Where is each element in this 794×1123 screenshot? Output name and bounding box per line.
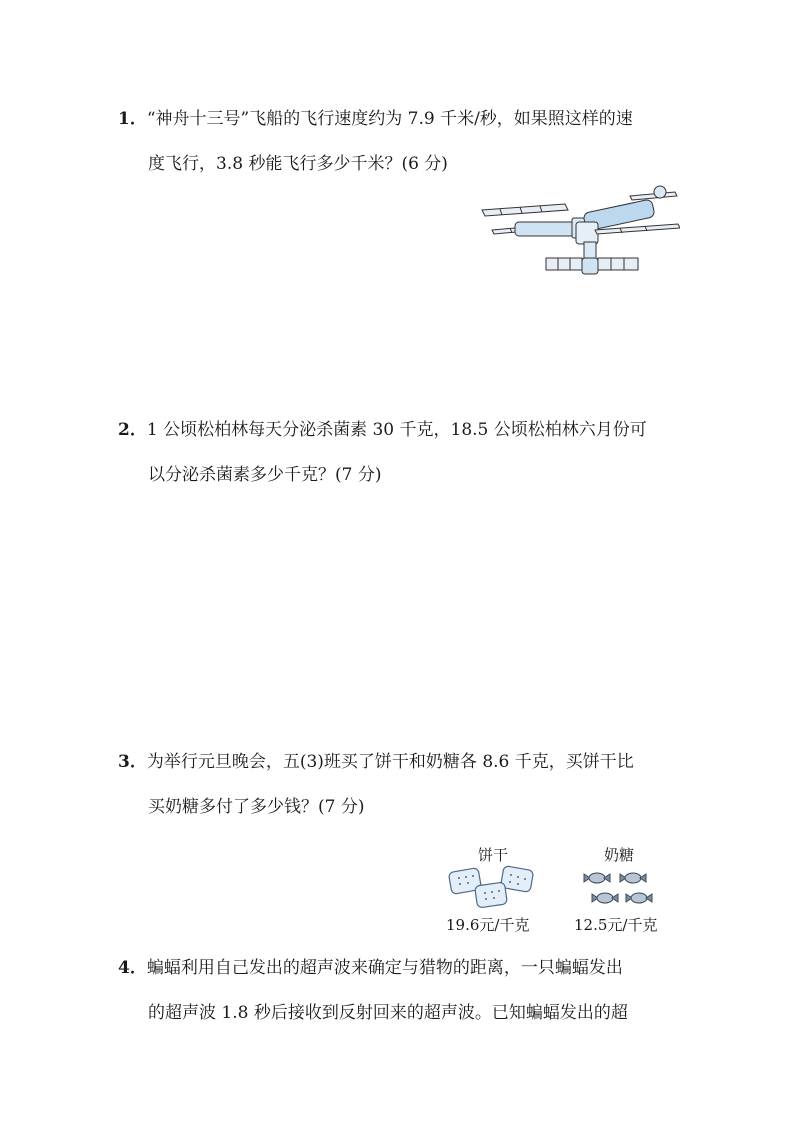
biscuit-icon bbox=[444, 864, 548, 914]
question-text: 买奶糖多付了多少钱？(7 分) bbox=[148, 797, 365, 817]
question-text: “神舟十三号”飞船的飞行速度约为 7.9 千米/秒，如果照这样的速 bbox=[146, 109, 633, 129]
question-text: 度飞行，3.8 秒能飞行多少千米？(6 分) bbox=[148, 154, 448, 174]
candy-label: 奶糖 bbox=[604, 846, 635, 864]
question-2 bbox=[118, 408, 678, 498]
question-text: 蝙蝠利用自己发出的超声波来确定与猎物的距离，一只蝙蝠发出 bbox=[146, 958, 623, 978]
biscuit-price: 19.6元/千克 bbox=[446, 916, 530, 934]
question-number: 1． bbox=[118, 109, 147, 129]
question-text: 的超声波 1.8 秒后接收到反射回来的超声波。已知蝙蝠发出的超 bbox=[148, 1003, 628, 1023]
space-station-illustration bbox=[480, 178, 680, 278]
question-1 bbox=[118, 97, 678, 187]
candy-price: 12.5元/千克 bbox=[574, 916, 658, 934]
question-text: 以分泌杀菌素多少千克？(7 分) bbox=[148, 465, 382, 485]
question-number: 4． bbox=[118, 958, 147, 978]
question-number: 2． bbox=[118, 420, 147, 440]
candy-icon bbox=[580, 866, 664, 910]
question-4 bbox=[118, 946, 678, 1036]
question-text: 1 公顷松柏林每天分泌杀菌素 30 千克，18.5 公顷松柏林六月份可 bbox=[146, 420, 647, 440]
question-number: 3． bbox=[118, 752, 147, 772]
biscuit-label: 饼干 bbox=[478, 846, 509, 864]
question-3 bbox=[118, 740, 678, 830]
question-text: 为举行元旦晚会，五(3)班买了饼干和奶糖各 8.6 千克，买饼干比 bbox=[146, 752, 634, 772]
